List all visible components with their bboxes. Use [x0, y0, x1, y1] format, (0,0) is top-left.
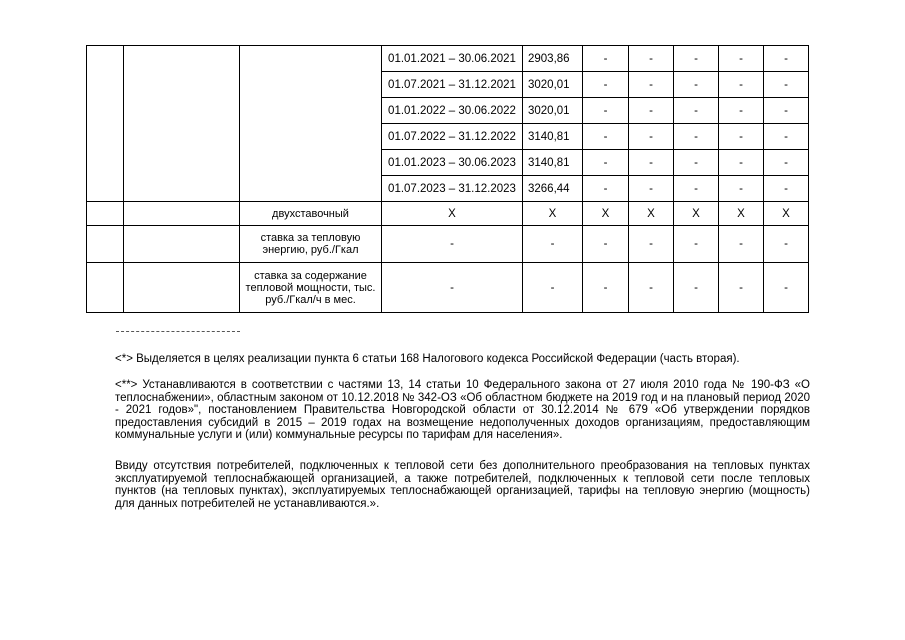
table-cell: - [583, 226, 629, 263]
table-cell: - [629, 72, 674, 98]
tariff-value-cell: 3020,01 [523, 98, 583, 124]
table-cell: - [674, 150, 719, 176]
empty-cell [124, 202, 240, 226]
table-cell: X [583, 202, 629, 226]
empty-cell [124, 226, 240, 263]
period-cell: 01.01.2023 – 30.06.2023 [382, 150, 523, 176]
table-row [87, 263, 870, 313]
row-label-cell: ставка за тепловую энергию, руб./Гкал [240, 226, 382, 263]
table-cell: - [629, 98, 674, 124]
table-cell: - [629, 150, 674, 176]
table-cell: - [719, 176, 764, 202]
table-cell: - [719, 72, 764, 98]
table-cell: - [382, 263, 523, 313]
table-cell: - [674, 72, 719, 98]
table-cell: - [382, 226, 523, 263]
table-cell: - [719, 124, 764, 150]
table-cell: - [719, 226, 764, 263]
table-cell: - [719, 263, 764, 313]
period-cell: 01.01.2021 – 30.06.2021 [382, 46, 523, 72]
table-cell: X [382, 202, 523, 226]
table-cell: - [764, 176, 809, 202]
table-cell: - [719, 98, 764, 124]
footnote-vat-text: <*> Выделяется в целях реализации пункта 6 статьи 168 Налогового кодекса Российской Федерации (часть вторая). [115, 353, 740, 365]
table-cell: - [674, 226, 719, 263]
table-cell: - [674, 263, 719, 313]
merged-cell [124, 46, 240, 202]
table-row [87, 202, 870, 226]
table-cell: - [583, 72, 629, 98]
table-cell: - [629, 226, 674, 263]
table-cell: - [764, 226, 809, 263]
tariff-value-cell: 2903,86 [523, 46, 583, 72]
footnote-population-text: <**> Устанавливаются в соответствии с частями 13, 14 статьи 10 Федерального закона от 27 июля 2010 года № 190-ФЗ «О теплоснабжении», областным законом от 10.12.2018 № 342-ОЗ «Об областном бюджете на 2019 год и на плановый период 2020 - 2021 годов»", постановлением Правительства Новгородской области от 30.12.2014 № 679 «Об утверждении порядков предоставления субсидий в 2015 – 2019 годах на возмещение недополученных доходов организациям, предоставляющим коммунальные услуги и (или) коммунальные ресурсы по тарифам для населения». [115, 379, 810, 441]
table-cell: - [583, 176, 629, 202]
paragraph-no-consumers-text: Ввиду отсутствия потребителей, подключенных к тепловой сети без дополнительного преобразования на тепловых пунктах эксплуатируемой теплоснабжающей организацией, а также потребителей, подключенных к тепловой сети после тепловых пунктов (на тепловых пунктах), эксплуатируемых теплоснабжающей организацией, тарифы на тепловую энергию (мощность) для данных потребителей не устанавливаются.». [115, 460, 810, 510]
footnote-separator [116, 331, 240, 332]
table-cell: - [674, 46, 719, 72]
table-cell: - [583, 124, 629, 150]
table-cell: X [674, 202, 719, 226]
table-cell: - [764, 72, 809, 98]
row-label-cell: двухставочный [240, 202, 382, 226]
row-label-cell: ставка за содержание тепловой мощности, тыс. руб./Гкал/ч в мес. [240, 263, 382, 313]
table-cell: - [583, 46, 629, 72]
table-cell: - [764, 46, 809, 72]
table-cell: - [719, 150, 764, 176]
empty-cell [87, 202, 124, 226]
merged-cell [240, 46, 382, 202]
table-cell: - [764, 150, 809, 176]
table-row [87, 46, 870, 72]
period-cell: 01.01.2022 – 30.06.2022 [382, 98, 523, 124]
table-cell: - [674, 124, 719, 150]
footnote-population [115, 379, 810, 442]
table-cell: - [629, 176, 674, 202]
empty-cell [87, 226, 124, 263]
tariff-table [86, 45, 870, 313]
tariff-value-cell: 3266,44 [523, 176, 583, 202]
table-cell: - [764, 124, 809, 150]
table-cell: - [719, 46, 764, 72]
table-cell: - [674, 98, 719, 124]
table-cell: X [764, 202, 809, 226]
merged-cell [87, 46, 124, 202]
tariff-value-cell: 3020,01 [523, 72, 583, 98]
table-cell: - [764, 98, 809, 124]
table-cell: - [764, 263, 809, 313]
footnote-vat [115, 353, 810, 366]
table-cell: - [523, 263, 583, 313]
period-cell: 01.07.2021 – 31.12.2021 [382, 72, 523, 98]
table-cell: - [583, 150, 629, 176]
table-cell: - [583, 98, 629, 124]
paragraph-no-consumers [115, 460, 810, 510]
empty-cell [87, 263, 124, 313]
table-cell: X [523, 202, 583, 226]
table-row [87, 226, 870, 263]
tariff-value-cell: 3140,81 [523, 150, 583, 176]
table-cell: - [629, 263, 674, 313]
table-cell: - [583, 263, 629, 313]
table-cell: - [674, 176, 719, 202]
table-cell: - [523, 226, 583, 263]
table-cell: - [629, 46, 674, 72]
table-cell: - [629, 124, 674, 150]
period-cell: 01.07.2022 – 31.12.2022 [382, 124, 523, 150]
table-cell: X [719, 202, 764, 226]
table-cell: X [629, 202, 674, 226]
empty-cell [124, 263, 240, 313]
period-cell: 01.07.2023 – 31.12.2023 [382, 176, 523, 202]
tariff-value-cell: 3140,81 [523, 124, 583, 150]
